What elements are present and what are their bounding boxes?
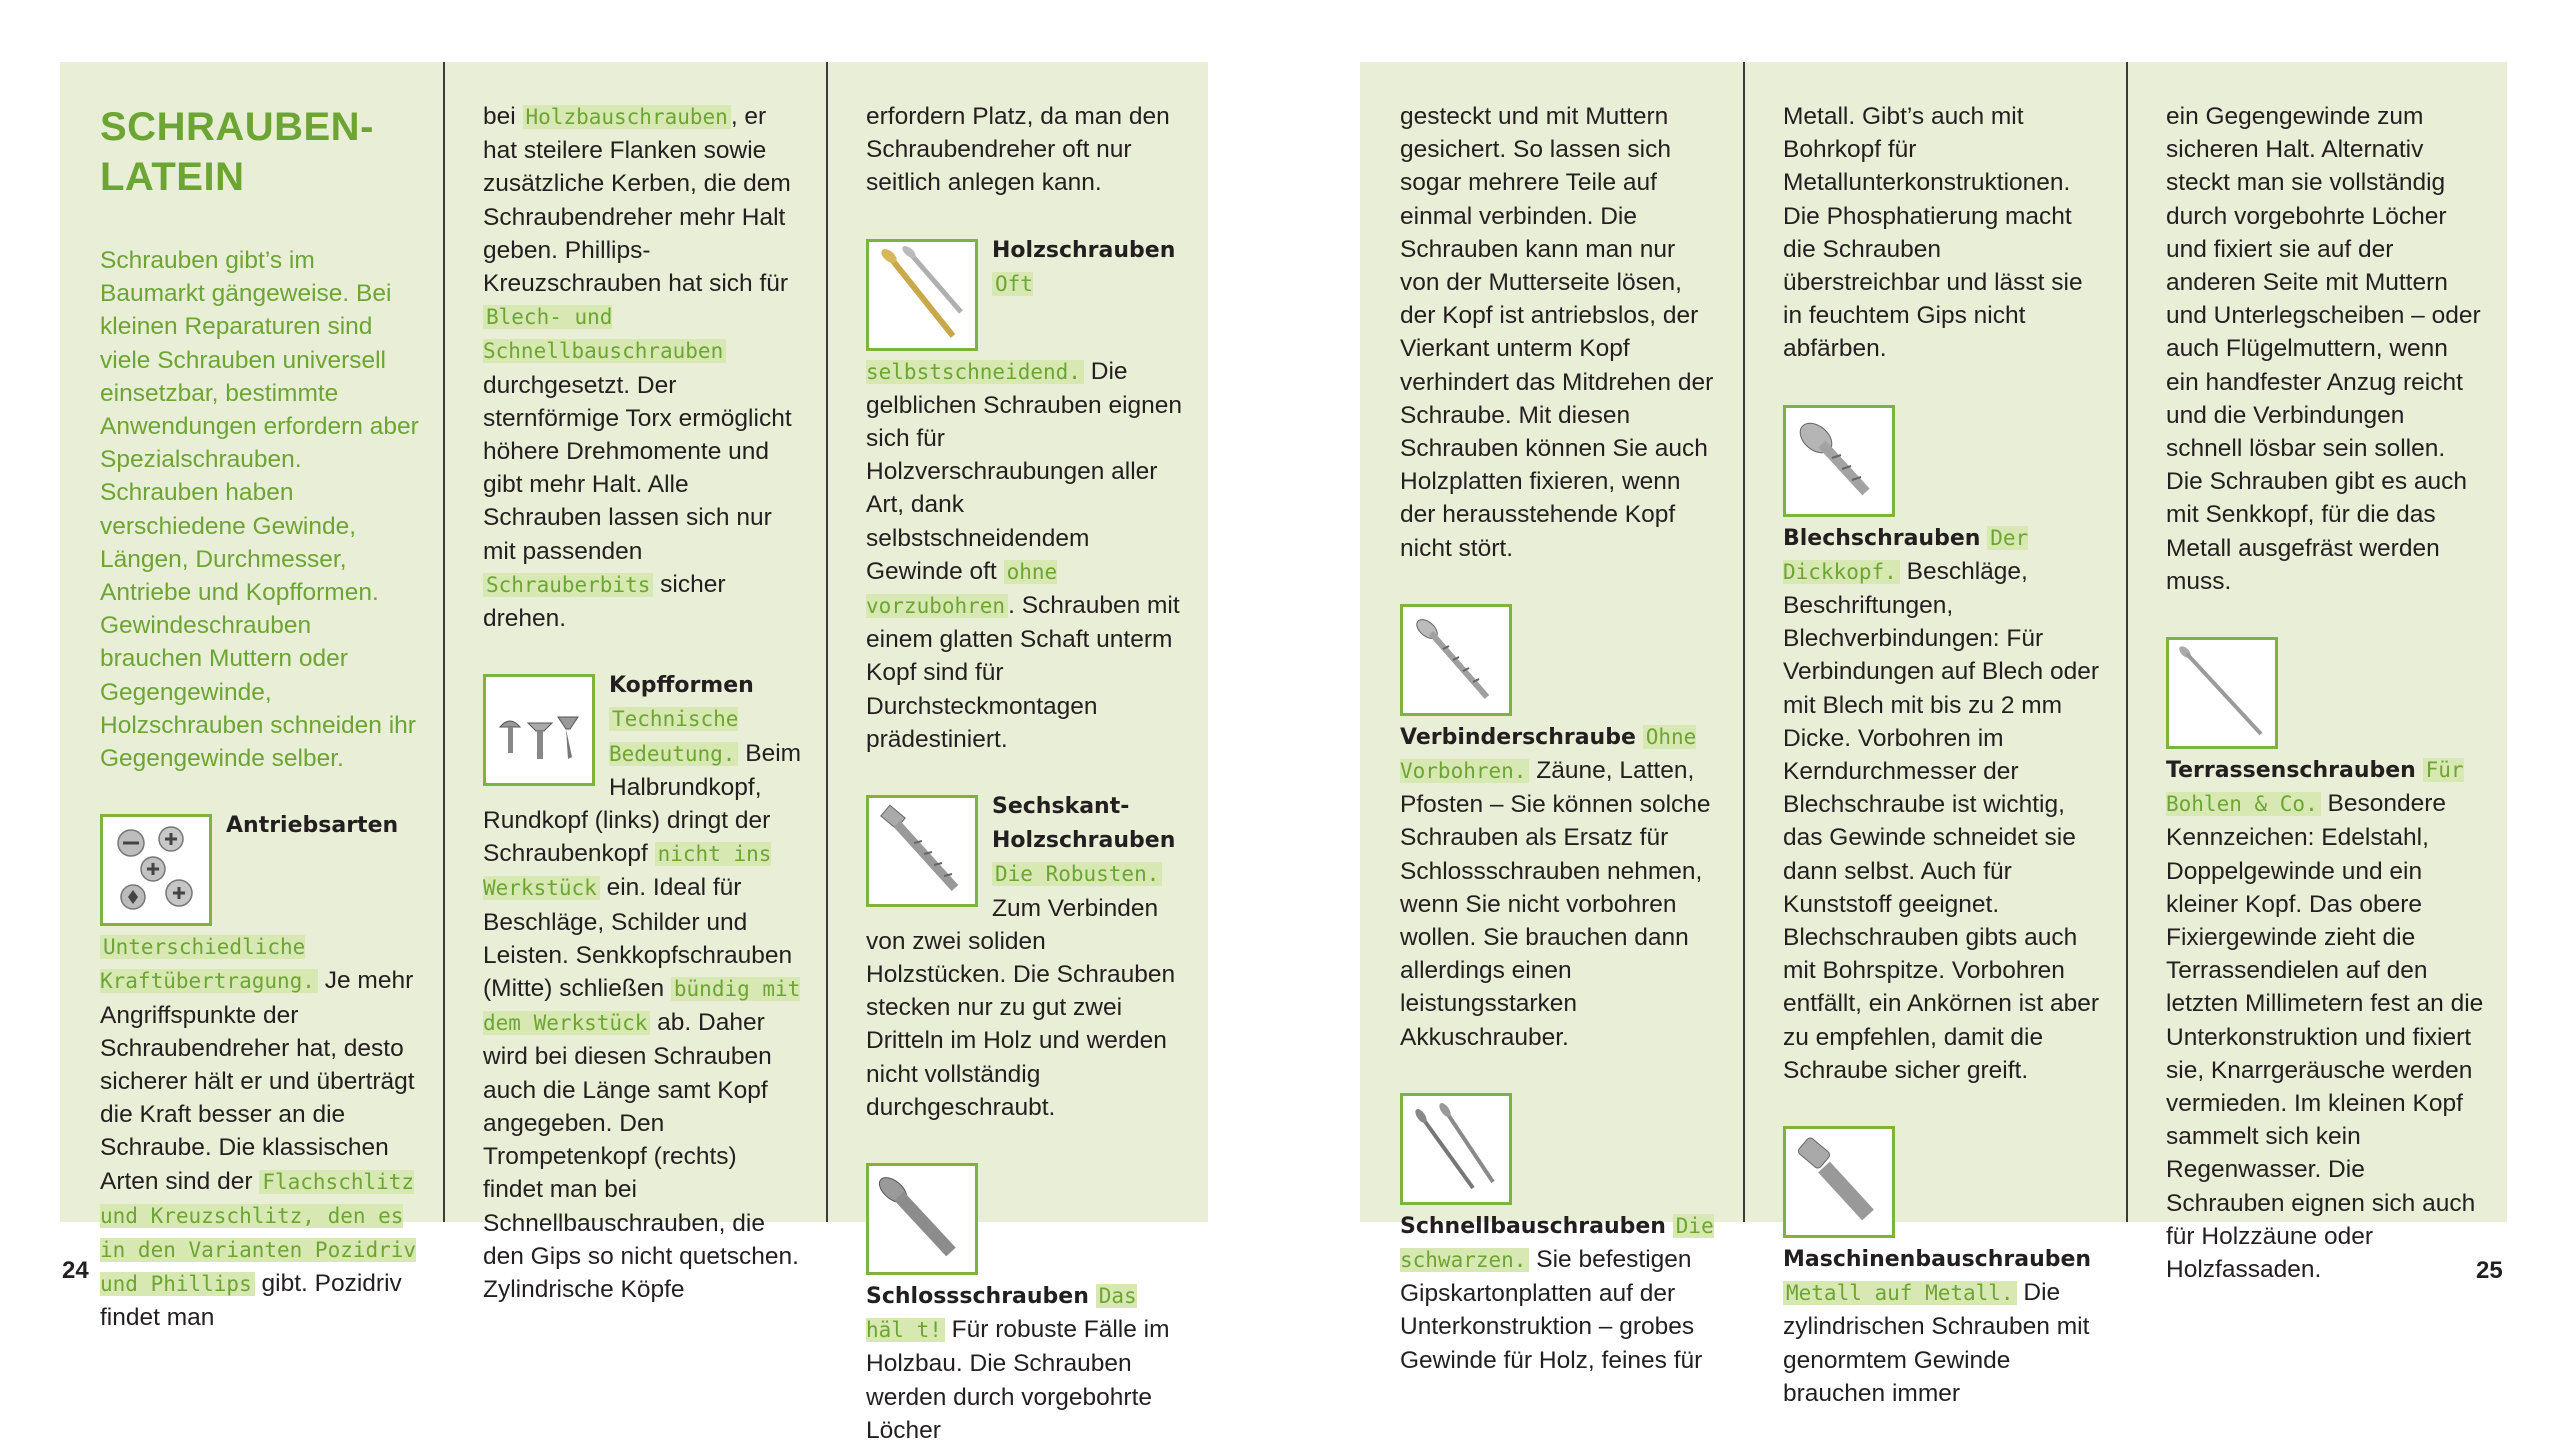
connector-screw-image: [1400, 604, 1512, 716]
paragraph: erfordern Platz, da man den Schraubendreher oft nur seitlich anlegen kann.: [866, 103, 1170, 197]
hex-wood-screw-image: [866, 795, 978, 907]
entry-heading: Maschinenbauschrauben: [1783, 1247, 2092, 1273]
entry-tagline: Unterschiedliche Kraftübertragung.: [100, 935, 318, 993]
entry-tagline: Die schwarzen.: [1400, 1213, 1714, 1273]
entry-blechschrauben: Blechschrauben Der Dickkopf. Beschläge, Beschriftungen, Blechverbindungen: Für Verbindungen auf Blech oder mit Blech mit bis zu 2 mm Dicke. Vorbohren im Kerndurchmesser der Blechschraube ist wichtig, das Gewinde schneidet sie dann selbst. Auch für Kunststoff geeignet. Blechschrauben gibts auch mit Bohrspitze. Vorbohren entfällt, ein Ankörnen ist aber zu empfehlen, damit die Schraube sicher greift.: [1783, 399, 2103, 1087]
entry-heading: Schnellbauschrauben: [1400, 1213, 1666, 1239]
highlight: Schrauberbits: [483, 573, 653, 597]
entry-tagline: Der Dickkopf.: [1783, 525, 2029, 584]
highlight: Flachschlitz und Kreuzschlitz, den es in den Varianten Pozidriv und Phillips: [100, 1169, 417, 1297]
entry-tagline: Für Bohlen & Co.: [2166, 758, 2464, 817]
highlight: nicht ins Werkstück: [483, 842, 772, 901]
entry-holzschrauben: Holzschrauben Oft selbstschneidend. Die gelblichen Schrauben eignen sich für Holzverschraubungen aller Art, dank selbstschneidendem Gewinde oft ohne vorzubohren . Schrauben mit einem glatten Schaft unterm Kopf sind für Durchsteckmontagen prädestiniert.: [866, 237, 1183, 753]
paragraph: ein Gegengewinde zum sicheren Halt. Alternativ steckt man sie vollständig durch vorgebohrte Löcher und fixiert sie auf der anderen Seite mit Muttern und Unterlegscheiben – oder auch Flügelmuttern, wenn ein handfester Anzug reicht und die Verbindungen schnell lösbar sein sollen. Die Schrauben gibt es auch mit Senkkopf, für die das Metall ausgefräst werden muss.: [2166, 103, 2481, 595]
entry-tagline: Das häl t!: [866, 1284, 1137, 1343]
entry-kopfformen: Kopfformen Technische Bedeutung. Beim Halbrundkopf, Rundkopf (links) dringt der Schraubenkopf nicht ins Werkstück ein. Ideal für Beschläge, Schilder und Leisten. Senkkopfschrauben (Mitte) schließen bündig mit dem Werkstück ab. Daher wird bei diesen Schrauben auch die Länge samt Kopf angegeben. Den Trompetenkopf (rechts) findet man bei Schnellbauschrauben, die den Gips so nicht quetschen. Zylindrische Köpfe: [483, 673, 802, 1303]
column-divider: [1743, 62, 1745, 1222]
column-4: [1400, 100, 1720, 1377]
column-divider: [826, 62, 828, 1222]
paragraph: Metall. Gibt’s auch mit Bohrkopf für Metallunterkonstruktionen. Die Phosphatierung macht die Schrauben überstreichbar und lässt sie in feuchtem Gips nicht abfärben.: [1783, 103, 2083, 363]
paragraph: gesteckt und mit Muttern gesichert. So lassen sich sogar mehrere Teile auf einmal verbinden. Die Schrauben kann man nur von der Mutterseite lösen, der Kopf ist antriebslos, der Vierkant unterm Kopf verhindert das Mitdrehen der Schraube. Mit diesen Schrauben können Sie auch Holzplatten fixieren, wenn der herausstehende Kopf nicht stört.: [1400, 103, 1714, 562]
column-6: [2166, 100, 2486, 1286]
entry-tagline: Technische Bedeutung.: [609, 707, 739, 766]
entry-verbinderschraube: Verbinderschraube Ohne Vorbohren. Zäune, Latten, Pfosten – Sie können solche Schrauben als Ersatz für Schlossschrauben nehmen, wenn Sie nicht vorbohren wollen. Sie brauchen dann allerdings einen leistungsstarken Akkuschrauber.: [1400, 598, 1720, 1054]
highlight: bündig mit dem Werkstück: [483, 977, 801, 1036]
entry-schlossschrauben: Schlossschrauben Das häl t! Für robuste Fälle im Holzbau. Die Schrauben werden durch vorgebohrte Löcher: [866, 1157, 1186, 1447]
entry-tagline: Die Robusten.: [992, 862, 1162, 886]
page-number-right: 25: [2476, 1257, 2503, 1284]
entry-tagline: Metall auf Metall.: [1783, 1281, 2017, 1305]
page-number-left: 24: [62, 1257, 89, 1284]
entry-heading: Holzschrauben: [992, 237, 1176, 263]
column-5: [1783, 100, 2103, 1410]
drywall-screws-image: [1400, 1093, 1512, 1205]
column-2: [483, 100, 803, 1306]
sheet-metal-screw-image: [1783, 405, 1895, 517]
entry-sechskant: Sechskant-Holzschrauben Die Robusten. Zum Verbinden von zwei soliden Holzstücken. Die Schrauben stecken nur zu gut zwei Dritteln im Holz und werden nicht vollständig durchgeschraubt.: [866, 794, 1176, 1121]
intro-paragraph: Schrauben gibt’s im Baumarkt gängeweise. Bei kleinen Reparaturen sind viele Schrauben universell einsetzbar, bestimmte Anwendungen erfordern aber Spezialschrauben. Schrauben haben verschiedene Gewinde, Längen, Durchmesser, Antriebe und Kopfformen. Gewindeschrauben brauchen Muttern oder Gegengewinde, Holzschrauben schneiden ihr Gegengewinde selber.: [100, 247, 419, 773]
drive-types-image: [100, 814, 212, 926]
paragraph: bei Holzbauschrauben , er hat steilere Flanken sowie zusätzliche Kerben, die dem Schraubendreher mehr Halt geben. Phillips-Kreuzschrauben hat sich für Blech- und Schnellbauschrauben durchgesetzt. Der sternförmige Torx ermöglicht höhere Drehmomente und gibt mehr Halt. Alle Schrauben lassen sich nur mit passenden Schrauberbits sicher drehen.: [483, 103, 792, 633]
entry-terrassenschrauben: Terrassenschrauben Für Bohlen & Co. Besondere Kennzeichen: Edelstahl, Doppelgewinde und ein kleiner Kopf. Das obere Fixiergewinde zieht die Terrassendielen auf den letzten Millimetern fest an die Unterkonstruktion und fixiert sie, Knarrgeräusche werden vermieden. Im kleinen Kopf sammelt sich kein Regenwasser. Die Schrauben eignen sich auch für Holzzäune oder Holzfassaden.: [2166, 631, 2486, 1286]
entry-schnellbauschrauben: Schnellbauschrauben Die schwarzen. Sie befestigen Gipskartonplatten auf der Unterkonstruktion – grobes Gewinde für Holz, feines für: [1400, 1087, 1720, 1377]
entry-heading: Verbinderschraube: [1400, 724, 1636, 750]
entry-heading: Sechskant-Holzschrauben: [992, 794, 1176, 854]
deck-screw-image: [2166, 637, 2278, 749]
entry-heading: Terrassenschrauben: [2166, 758, 2416, 784]
entry-heading: Antriebsarten: [226, 813, 399, 839]
entry-heading: Kopfformen: [609, 673, 754, 699]
highlight: ohne vorzubohren: [866, 559, 1058, 619]
column-divider: [443, 62, 445, 1222]
entry-tagline: Oft selbstschneidend.: [866, 272, 1084, 384]
highlight: Holzbauschrauben: [523, 105, 731, 129]
column-1: [100, 102, 420, 1335]
column-3: [866, 100, 1186, 1447]
entry-maschinenbauschrauben: Maschinenbauschrauben Metall auf Metall. Die zylindrischen Schrauben mit genormtem Gewinde brauchen immer: [1783, 1120, 2103, 1410]
page-title: SCHRAUBEN- LATEIN: [100, 105, 374, 199]
highlight: Blech- und Schnellbauschrauben: [483, 305, 726, 363]
entry-heading: Blechschrauben: [1783, 525, 1981, 551]
wood-screws-image: [866, 239, 978, 351]
carriage-bolt-image: [866, 1163, 978, 1275]
entry-tagline: Ohne Vorbohren.: [1400, 724, 1697, 784]
entry-antriebsarten: Antriebsarten Unterschiedliche Kraftübertragung. Je mehr Angriffspunkte der Schraubendreher hat, desto sicherer hält er und überträgt die Kraft besser an die Schraube. Die klassischen Arten sind der Flachschlitz und Kreuzschlitz, den es in den Varianten Pozidriv und Phillips gibt. Pozidriv findet man: [100, 813, 417, 1332]
head-types-image: [483, 674, 595, 786]
entry-heading: Schlossschrauben: [866, 1284, 1089, 1310]
column-divider: [2126, 62, 2128, 1222]
machine-screw-image: [1783, 1126, 1895, 1238]
